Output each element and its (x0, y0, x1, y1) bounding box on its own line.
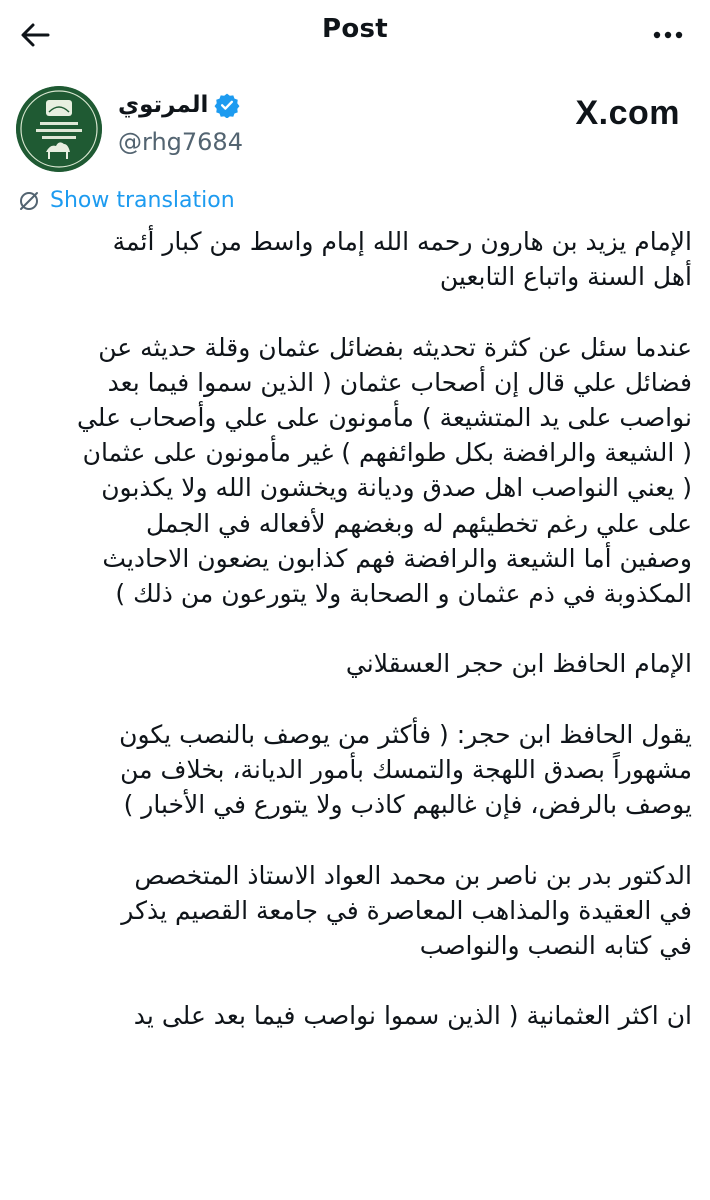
show-translation-label[interactable]: Show translation (50, 188, 235, 213)
post-paragraph (18, 858, 692, 964)
post-paragraph (18, 998, 692, 1033)
post-text-line: المكذوبة في ذم عثمان و الصحابة ولا يتورعون من ذلك ) (115, 579, 692, 609)
post-text (18, 224, 692, 1069)
post-paragraph (18, 717, 692, 823)
author-handle[interactable]: @rhg7684 (118, 128, 243, 156)
avatar-logo-icon (16, 86, 102, 172)
more-options-button[interactable] (646, 14, 690, 56)
verified-badge-icon (214, 92, 240, 118)
post-text-line: يقول الحافظ ابن حجر: ( فأكثر من يوصف بالنصب يكون (119, 719, 692, 749)
author-name[interactable]: المرتوي (118, 92, 209, 118)
source-watermark: X.com (575, 94, 680, 132)
avatar[interactable] (16, 86, 102, 172)
page-title: Post (321, 14, 389, 44)
post-paragraph (18, 646, 692, 681)
post-text-line: ان اكثر العثمانية ( الذين سموا نواصب فيما بعد على يد (133, 1001, 692, 1031)
post-text-line: فضائل علي قال إن أصحاب عثمان ( الذين سموا فيما بعد (107, 367, 692, 397)
post-text-line: وصفين أما الشيعة والرافضة فهم كذابون يضعون الاحاديث (102, 543, 692, 573)
post-header (0, 82, 710, 182)
post-text-line: الإمام الحافظ ابن حجر العسقلاني (345, 649, 692, 679)
post-text-line: على علي رغم تخطيئهم له وبغضهم لأفعاله في الجمل (145, 508, 692, 538)
post-text-line: يوصف بالرفض، فإن غالبهم كاذب ولا يتورع في الأخبار ) (123, 790, 692, 820)
post-paragraph (18, 330, 692, 612)
post-text-line: ( الشيعة والرافضة بكل طوائفهم ) غير مأمونون على عثمان (82, 438, 692, 468)
show-translation-link[interactable] (18, 188, 235, 213)
post-paragraph (18, 224, 692, 294)
post-text-line: الدكتور بدر بن ناصر بن محمد العواد الاستاذ المتخصص (134, 860, 692, 890)
post-text-line: ( يعني النواصب اهل صدق وديانة ويخشون الله ولا يكذبون (101, 473, 692, 503)
more-dots-icon (653, 31, 683, 39)
post-text-line: أهل السنة واتباع التابعين (439, 262, 692, 292)
top-bar (0, 0, 710, 68)
post-text-line: في العقيدة والمذاهب المعاصرة في جامعة القصيم يذكر (121, 895, 692, 925)
post-text-line: نواصب على يد المتشيعة ) مأمونون على علي وأصحاب علي (76, 403, 692, 432)
translate-icon (18, 190, 40, 212)
post-text-line: عندما سئل عن كثرة تحديثه بفضائل عثمان وقلة حديثه عن (98, 332, 692, 362)
post-text-line: مشهوراً بصدق اللهجة والتمسك بأمور الديانة، بخلاف من (120, 755, 692, 784)
author-name-row[interactable] (118, 92, 240, 118)
post-text-line: في كتابه النصب والنواصب (419, 931, 692, 960)
post-text-line: الإمام يزيد بن هارون رحمه الله إمام واسط من كبار أئمة (112, 227, 692, 256)
